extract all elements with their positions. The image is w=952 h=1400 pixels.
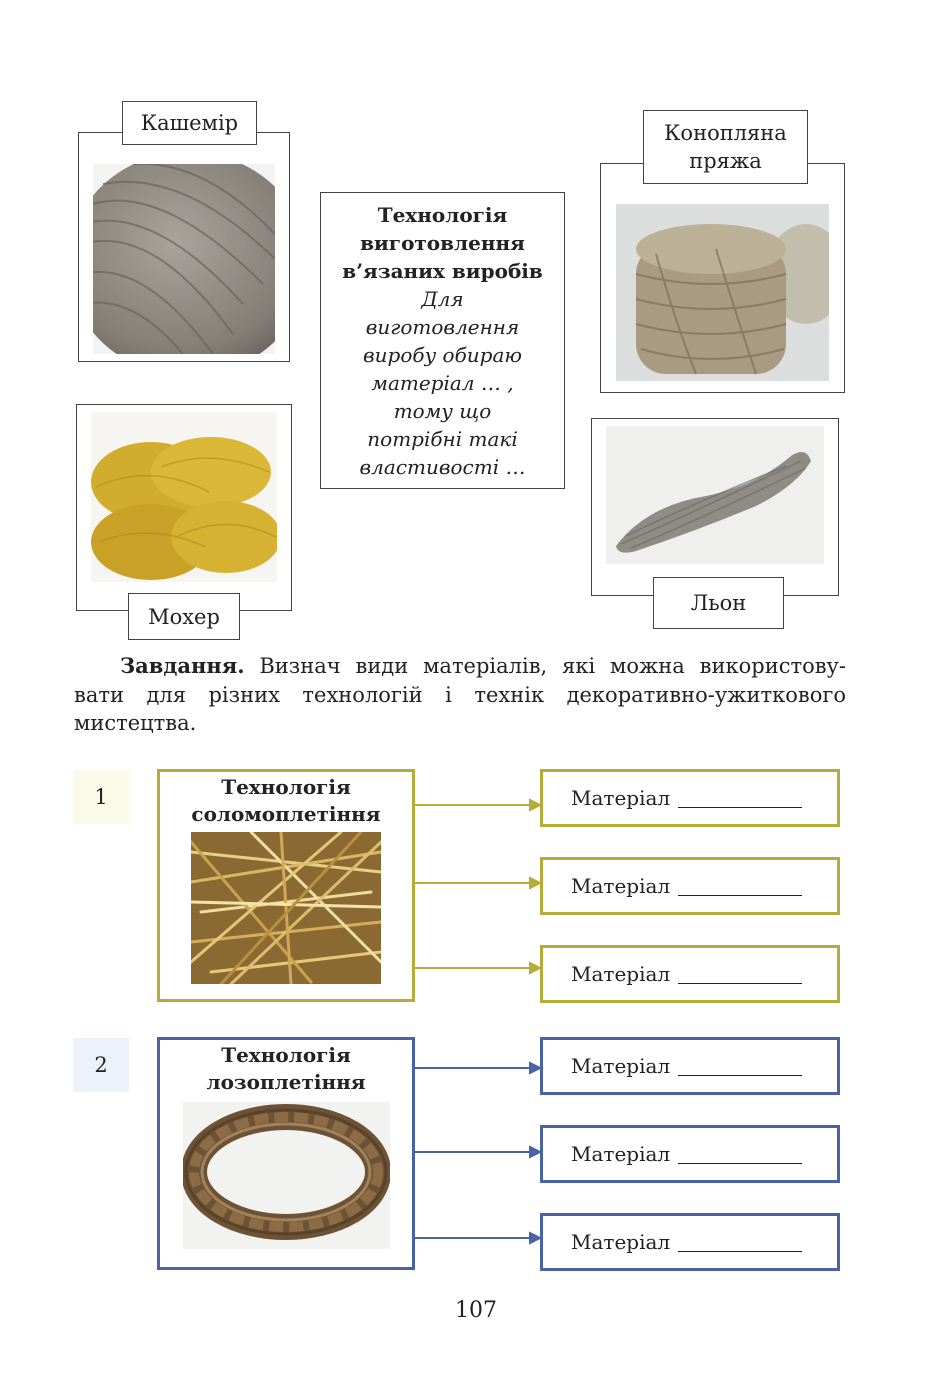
row-1-number: 1 — [73, 770, 129, 824]
knitting-line-3: виробу обираю — [363, 343, 522, 367]
answer-line[interactable] — [678, 1057, 802, 1076]
material-label: Матеріал — [571, 1230, 671, 1254]
material-label: Матеріал — [571, 962, 671, 986]
hemp-label: Конопляна пряжа — [643, 110, 808, 184]
knitting-line-4: матеріал … , — [371, 371, 514, 395]
answer-line[interactable] — [678, 965, 802, 984]
knitting-technology-title: Технологія виготовлення в’язаних виробів — [342, 203, 543, 283]
straw-material-field-3[interactable] — [540, 945, 840, 1003]
wicker-weaving-title-2: лозоплетіння — [206, 1070, 366, 1094]
wicker-material-field-2[interactable] — [540, 1125, 840, 1183]
cashmere-label: Кашемір — [122, 101, 257, 145]
material-label: Матеріал — [571, 786, 671, 810]
material-label: Матеріал — [571, 874, 671, 898]
wicker-wreath-image — [183, 1102, 390, 1249]
straw-weaving-title-1: Технологія — [221, 775, 351, 799]
row-2-number: 2 — [73, 1038, 129, 1092]
wicker-material-field-1[interactable] — [540, 1037, 840, 1095]
answer-line[interactable] — [678, 1233, 802, 1252]
answer-line[interactable] — [678, 877, 802, 896]
straw-image — [191, 832, 381, 984]
material-label: Матеріал — [571, 1054, 671, 1078]
linen-label: Льон — [653, 577, 784, 629]
straw-material-field-1[interactable] — [540, 769, 840, 827]
straw-weaving-title-2: соломоплетіння — [191, 802, 381, 826]
answer-line[interactable] — [678, 1145, 802, 1164]
knitting-line-7: властивості … — [359, 455, 526, 479]
mohair-label: Мохер — [128, 593, 240, 640]
knitting-line-5: тому що — [393, 399, 492, 423]
page-number: 107 — [455, 1298, 497, 1323]
straw-material-field-2[interactable] — [540, 857, 840, 915]
material-label: Матеріал — [571, 1142, 671, 1166]
knitting-line-2: виготовлення — [365, 315, 520, 339]
knitting-line-1: Для — [421, 287, 464, 311]
wicker-weaving-title-1: Технологія — [221, 1043, 351, 1067]
task-label: Завдання. — [120, 653, 245, 678]
wicker-material-field-3[interactable] — [540, 1213, 840, 1271]
answer-line[interactable] — [678, 789, 802, 808]
knitting-line-6: потрібні такі — [367, 427, 518, 451]
task-text: Визнач види матеріалів, які можна використову-вати для різних технологій і технік декоративно-ужиткового мистецтва. — [74, 654, 846, 735]
